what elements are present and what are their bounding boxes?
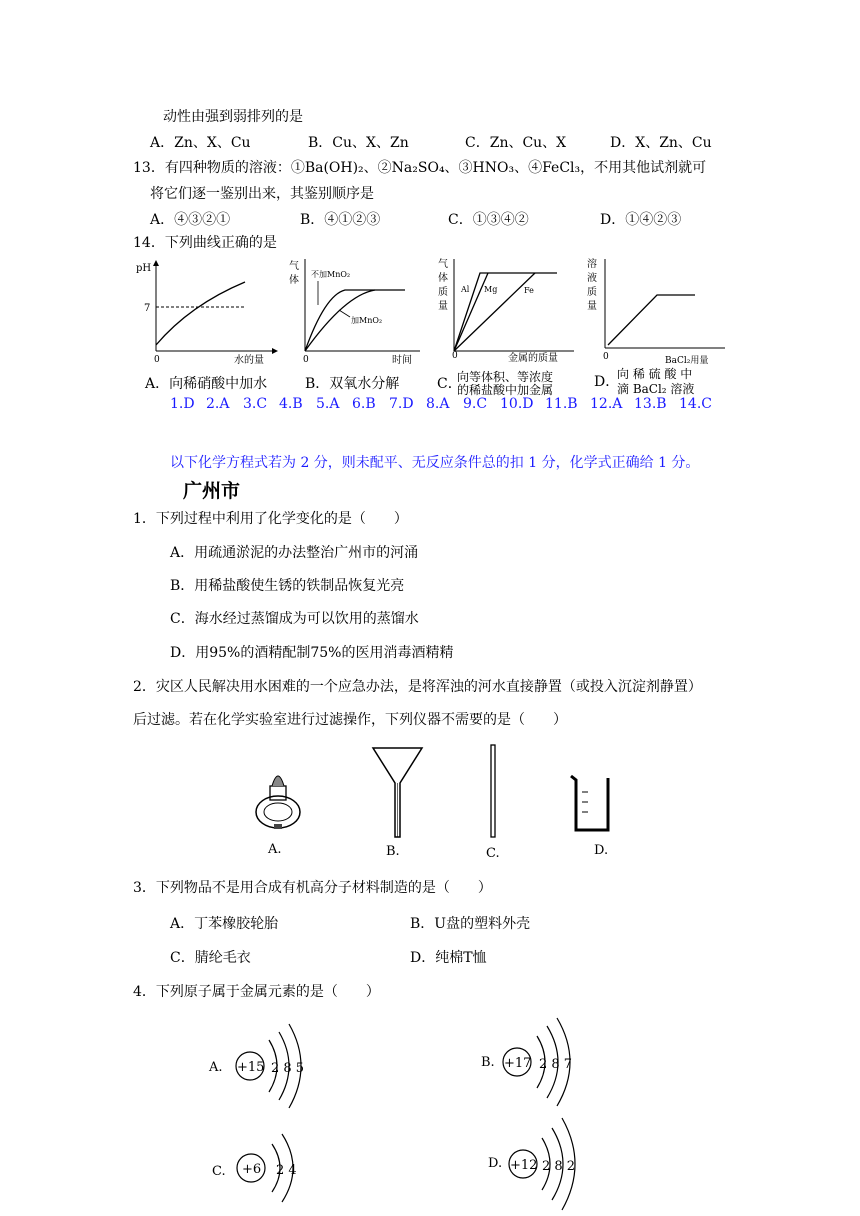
answer-8: 8.A: [426, 396, 450, 412]
apparatus-label-b: B.: [386, 844, 400, 859]
answer-11: 11.B: [545, 396, 578, 412]
g3-option-b: B．U盘的塑料外壳: [410, 916, 531, 932]
graph-a-ylabel: pH: [136, 263, 152, 274]
answer-13: 13.B: [634, 396, 667, 412]
q12-option-d: D．X、Zn、Cu: [610, 135, 712, 151]
graph-c-letter: C．: [437, 376, 462, 392]
q13-option-a: A．④③②①: [150, 212, 231, 228]
atom-diagram-b: [477, 1012, 607, 1107]
graph-c-caption-line1: 向等体积、等浓度: [457, 370, 554, 384]
graph-c-xlabel: 金属的质量: [508, 353, 558, 364]
scoring-note: 以下化学方程式若为 2 分，则未配平、无反应条件总的扣 1 分，化学式正确给 1 分。: [170, 455, 700, 471]
graph-b-ylabel2: 体: [289, 275, 299, 286]
graph-a-caption: A．向稀硝酸中加水: [145, 376, 268, 392]
graph-d: [585, 255, 735, 370]
beaker-icon: [568, 772, 614, 834]
atom-c-shells: 2 4: [276, 1163, 297, 1178]
atom-c-label: C.: [212, 1164, 226, 1179]
graph-d-line: [608, 295, 695, 345]
section-heading: 广州市: [183, 480, 241, 502]
graph-c-line-mg: [454, 273, 488, 351]
graph-d-caption-line2: 滴 BaCl₂ 溶液: [617, 382, 695, 396]
graph-b-ylabel1: 气: [289, 261, 299, 272]
q12-continuation: 动性由强到弱排列的是: [163, 109, 303, 125]
graph-c-ylabel-1: 气: [438, 259, 448, 270]
graph-c-caption-line2: 的稀盐酸中加金属: [457, 383, 554, 397]
q14-stem: 14．下列曲线正确的是: [133, 235, 277, 251]
answer-2: 2.A: [206, 396, 230, 412]
glass-rod-icon: [486, 743, 500, 840]
g3-stem: 3．下列物品不是用合成有机高分子材料制造的是（ ）: [133, 880, 492, 896]
graph-d-ylabel-4: 量: [587, 301, 597, 312]
graph-d-xlabel: BaCl₂用量: [665, 356, 709, 366]
atom-a-nucleus: +15: [237, 1060, 265, 1075]
graph-d-letter: D．: [594, 374, 620, 390]
g1-option-b: B．用稀盐酸使生锈的铁制品恢复光亮: [170, 578, 405, 594]
graph-a-curve: [156, 282, 245, 345]
atom-a-label: A.: [209, 1060, 223, 1075]
g4-stem: 4．下列原子属于金属元素的是（ ）: [133, 984, 380, 1000]
q13-option-d: D．①④②③: [600, 212, 682, 228]
graph-c-line-al: [454, 273, 557, 351]
graph-d-origin: 0: [603, 352, 609, 362]
graph-b-xlabel: 时间: [392, 355, 412, 366]
graph-a-xlabel: 水的量: [234, 355, 264, 366]
q12-option-a: A．Zn、X、Cu: [150, 135, 251, 151]
graph-b-curve2-label: 加MnO₂: [351, 316, 383, 325]
answer-1: 1.D: [170, 396, 195, 412]
graph-c-label-al: Al: [461, 285, 470, 294]
funnel-icon: [370, 745, 425, 840]
graph-c-origin: 0: [452, 351, 458, 361]
atom-c-nucleus: +6: [242, 1162, 262, 1177]
graph-d-ylabel-1: 溶: [587, 259, 597, 270]
graph-a: [130, 255, 280, 370]
atom-d-nucleus: +12: [510, 1158, 538, 1173]
graph-b-caption: B．双氧水分解: [305, 376, 400, 392]
apparatus-label-a: A.: [268, 842, 282, 857]
g1-option-c: C．海水经过蒸馏成为可以饮用的蒸馏水: [170, 611, 419, 627]
apparatus-label-d: D.: [594, 843, 609, 858]
graph-b-curve1-label: 不加MnO₂: [311, 270, 351, 279]
graph-a-origin: 0: [154, 355, 160, 365]
graph-c-ylabel-3: 质: [438, 287, 448, 298]
graph-d-caption-line1: 向 稀 硫 酸 中: [617, 367, 693, 381]
atom-b-shells: 2 8 7: [539, 1057, 573, 1072]
g3-option-d: D．纯棉T恤: [410, 950, 487, 966]
graph-c-label-mg: Mg: [484, 285, 498, 294]
q13-stem-line2: 将它们逐一鉴别出来，其鉴别顺序是: [150, 186, 374, 202]
answer-14: 14.C: [679, 396, 712, 412]
answer-7: 7.D: [389, 396, 414, 412]
atom-diagram-a: [205, 1018, 335, 1113]
graph-d-ylabel-3: 质: [587, 287, 597, 298]
q12-option-c: C．Zn、Cu、X: [465, 135, 567, 151]
graph-c: [432, 255, 577, 370]
g1-stem: 1．下列过程中利用了化学变化的是（ ）: [133, 511, 408, 527]
graph-b-origin: 0: [303, 355, 309, 365]
apparatus-label-c: C.: [486, 846, 500, 861]
g1-option-d: D．用95%的酒精配制75%的医用消毒酒精精: [170, 645, 454, 661]
answer-3: 3.C: [243, 396, 268, 412]
atom-b-nucleus: +17: [504, 1056, 532, 1071]
graph-c-ylabel-2: 体: [438, 273, 448, 284]
g3-option-a: A．丁苯橡胶轮胎: [170, 916, 279, 932]
answer-12: 12.A: [590, 396, 623, 412]
answer-6: 6.B: [352, 396, 376, 412]
answer-4: 4.B: [279, 396, 303, 412]
graph-c-label-fe: Fe: [524, 286, 534, 295]
atom-diagram-c: [208, 1122, 318, 1212]
answer-9: 9.C: [463, 396, 488, 412]
graph-a-mark7: 7: [144, 303, 151, 314]
alcohol-lamp-icon: [248, 762, 308, 832]
graph-b: [285, 255, 425, 370]
q13-stem-line1: 13．有四种物质的溶液：①Ba(OH)₂、②Na₂SO₄、③HNO₃、④FeCl₃，不用其他试剂就可: [133, 160, 707, 176]
q13-option-c: C．①③④②: [448, 212, 529, 228]
g2-stem-line1: 2．灾区人民解决用水困难的一个应急办法，是将浑浊的河水直接静置（或投入沉淀剂静置）: [133, 679, 702, 695]
atom-d-label: D.: [488, 1156, 503, 1171]
q13-option-b: B．④①②③: [300, 212, 381, 228]
atom-a-shells: 2 8 5: [271, 1061, 305, 1076]
q12-option-b: B．Cu、X、Zn: [308, 135, 409, 151]
graph-b-leader2: [339, 310, 350, 317]
graph-c-ylabel-4: 量: [438, 301, 448, 312]
g2-stem-line2: 后过滤。若在化学实验室进行过滤操作，下列仪器不需要的是（ ）: [133, 712, 567, 728]
atom-b-label: B.: [481, 1055, 495, 1070]
atom-d-shells: 2 8 2: [542, 1159, 576, 1174]
g3-option-c: C．腈纶毛衣: [170, 950, 251, 966]
graph-d-ylabel-2: 液: [587, 273, 597, 284]
answer-10: 10.D: [500, 396, 534, 412]
g1-option-a: A．用疏通淤泥的办法整治广州市的河涌: [170, 545, 419, 561]
atom-diagram-d: [484, 1112, 614, 1212]
answer-5: 5.A: [316, 396, 340, 412]
